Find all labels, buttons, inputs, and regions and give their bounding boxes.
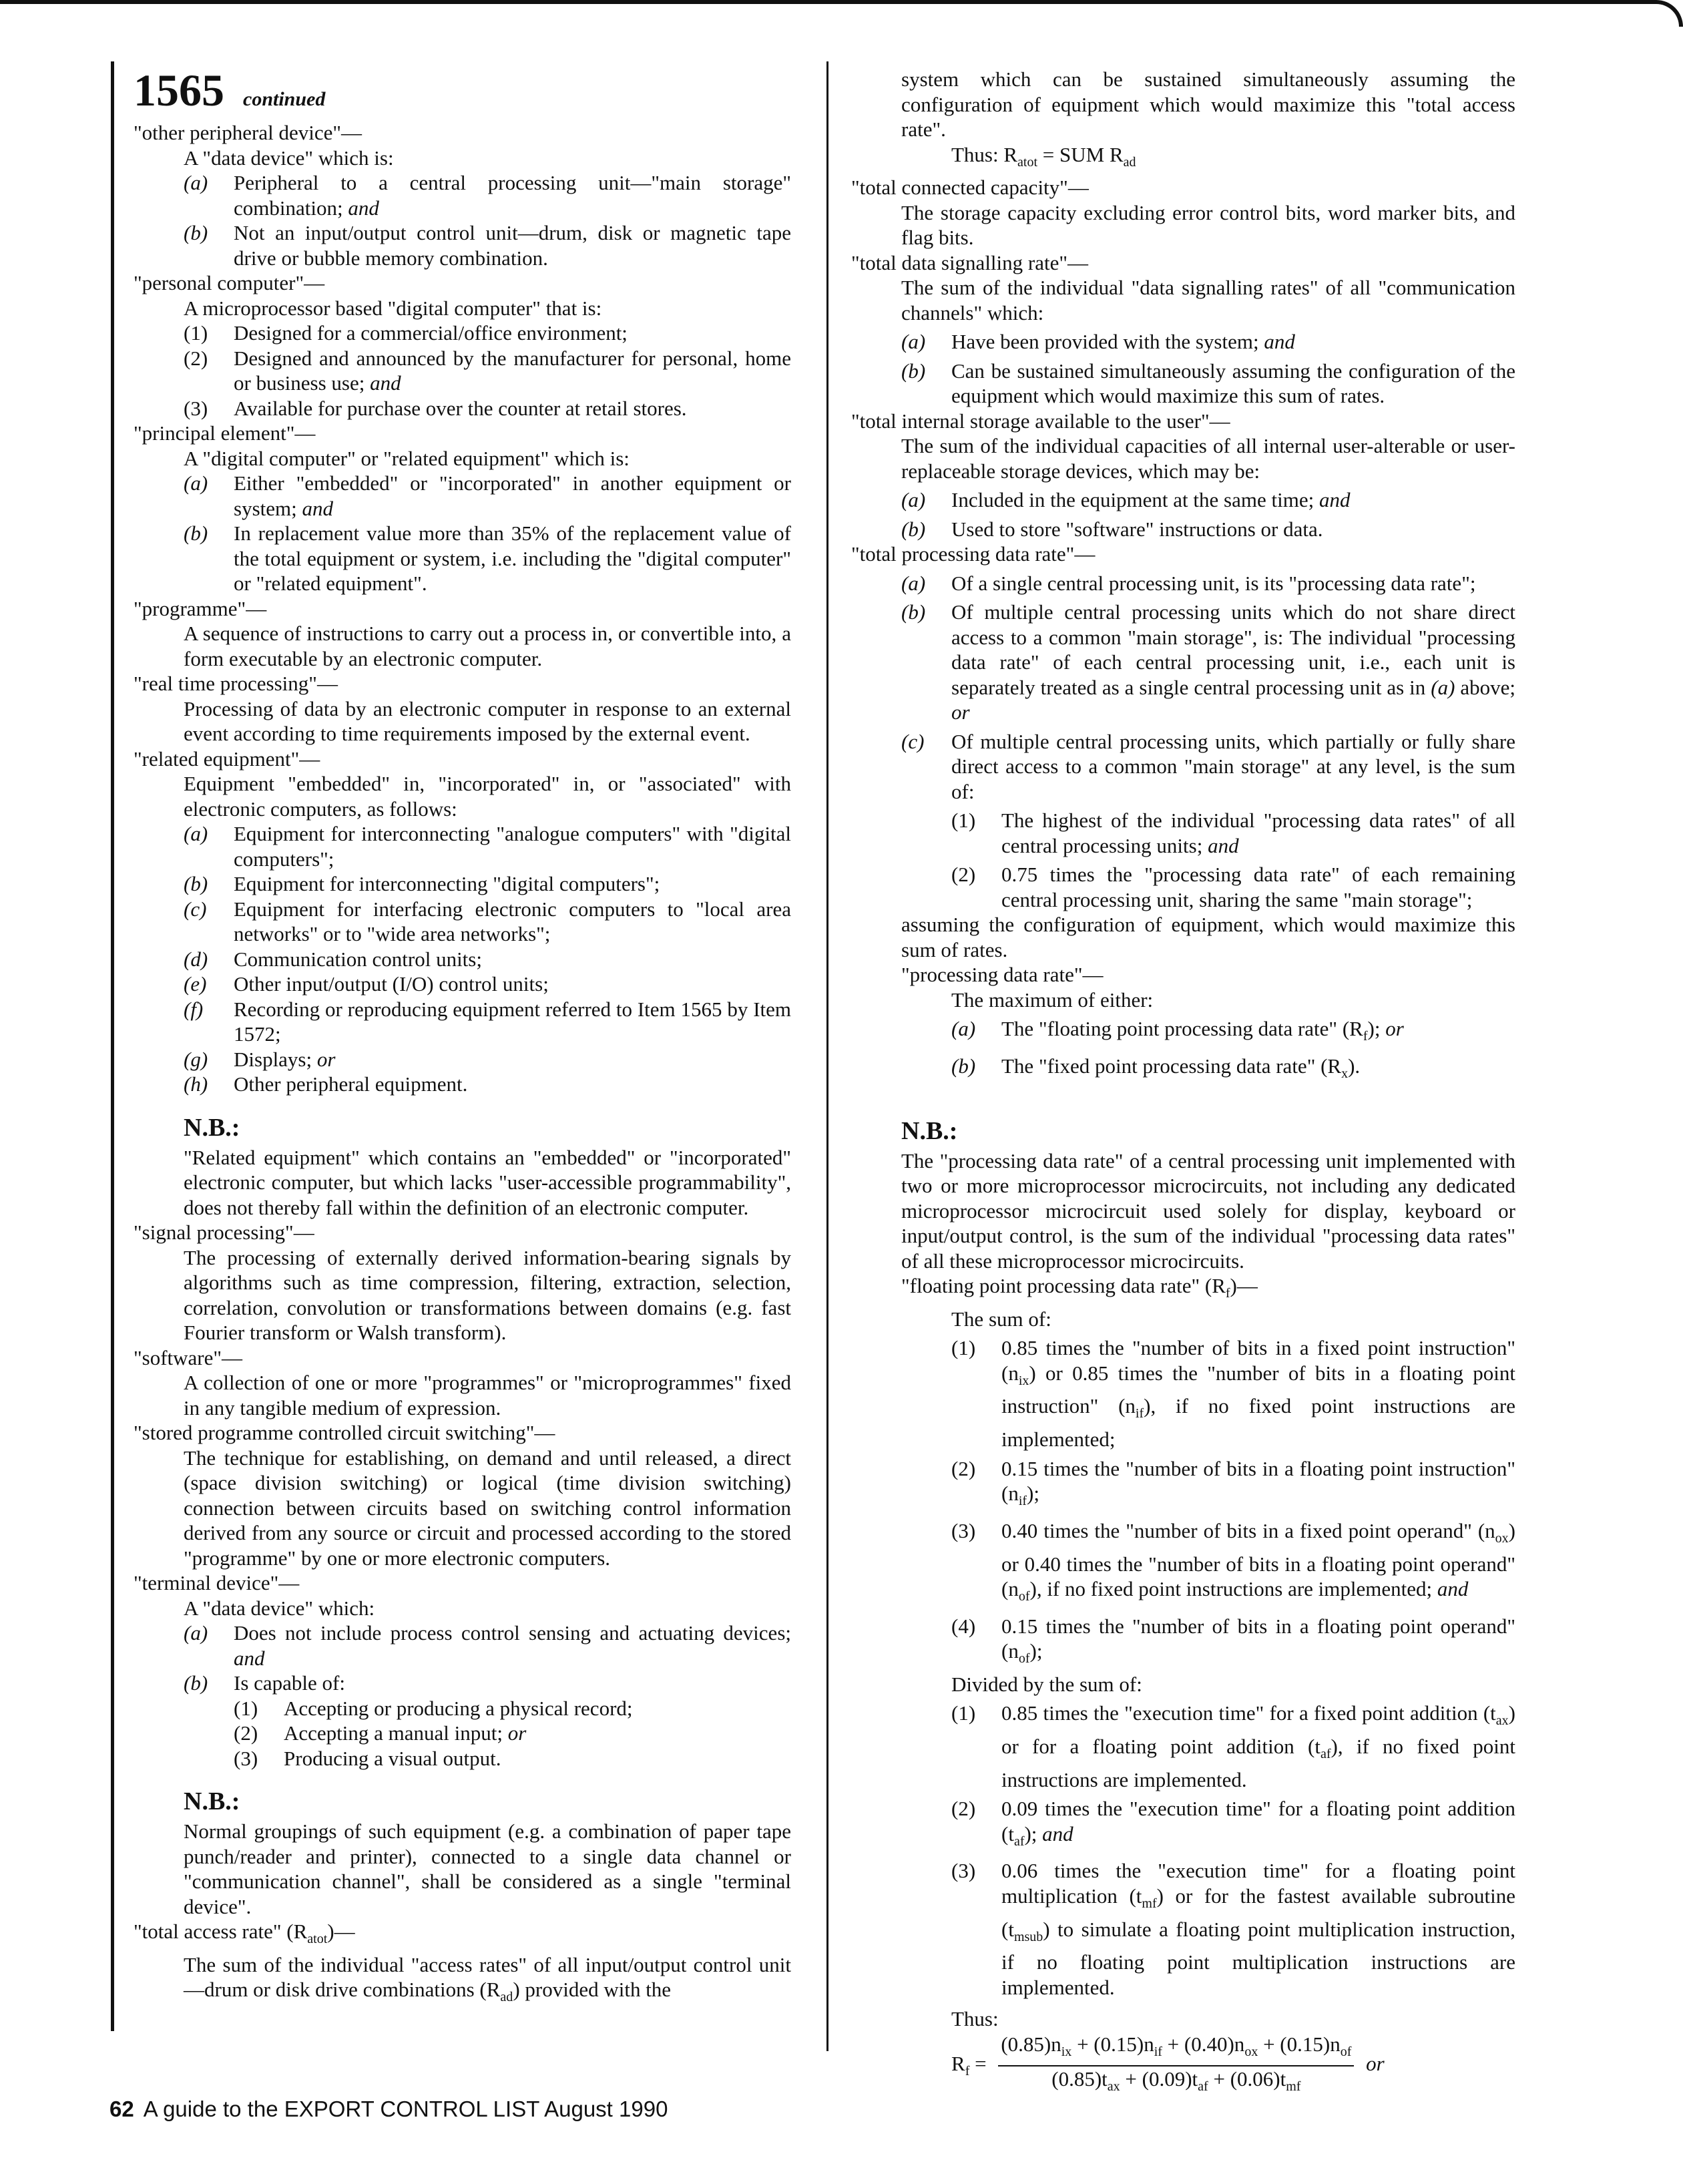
list-item: (1) 0.85 times the "number of bits in a fixed point instruction" $(n_{ix})$ or 0.85 times the "number of bits in a floating point instruction" $(n_{if})$, if no fixed point instructions are implemented; (951, 1336, 1516, 1452)
list-item: (b) Can be sustained simultaneously assuming the configuration of the equipment which would maximize this sum of rates. (901, 359, 1515, 408)
term-principal-element: "principal element"— (134, 421, 316, 445)
term-signal-processing: "signal processing"— (134, 1221, 314, 1244)
left-margin-bar (111, 61, 114, 2031)
definition-text: Processing of data by an electronic computer in response to an external event according to time requirements imposed by the external event. (184, 696, 791, 745)
term-total-data-signalling-rate: "total data signalling rate"— (851, 250, 1089, 274)
term-software: "software"— (134, 1345, 243, 1369)
list-item: (a) Have been provided with the system; and (901, 330, 1295, 354)
term-programme: "programme"— (134, 596, 267, 620)
sub-list-item: (2) Accepting a manual input; or (234, 1721, 527, 1745)
formula-denominator: $(0.85)t_{ax} + (0.09)t_{af} + (0.06)t_{mf}$ (1051, 2066, 1301, 2094)
page-number: 62 (109, 2097, 134, 2121)
definition-text: The technique for establishing, on demand and until released, a direct (space division switching) or logical (time division switching) connection between circuits based on switching control information derived from any source or circuit and processed according to the stored "programme" by one or more electronic computers. (184, 1446, 791, 1570)
rf-formula: $R_f$ = $\frac{(0.85)n_{ix} + (0.15)n_{if} + (0.40)n_{ox} + (0.15)n_{of}}{(0.85)t_{ax} + (0.09)t_{af} + (0.06)t_{mf}}$ or (951, 2032, 1515, 2099)
nb-text: "Related equipment" which contains an "embedded" or "incorporated" electronic computer, but which lacks "user-accessible programmability", does not thereby fall within the definition of an electronic computer. (184, 1145, 791, 1219)
definition-intro: The maximum of either: (951, 988, 1154, 1012)
list-item: (2) 0.15 times the "number of bits in a floating point instruction" $(n_{if})$; (951, 1456, 1515, 1509)
term-total-internal-storage: "total internal storage available to the user"— (851, 409, 1230, 433)
sub-list-item: (1) Accepting or producing a physical record; (234, 1696, 633, 1720)
definition-intro: A "digital computer" or "related equipment" which is: (184, 446, 630, 470)
list-item: (3) 0.40 times the "number of bits in a fixed point operand" $(n_{ox})$ or 0.40 times the "number of bits in a floating point operand" $(n_{of})$, if no fixed point instructions are implemented; and (951, 1518, 1515, 1604)
list-item: (a) Does not include process control sensing and actuating devices; and (184, 1621, 791, 1670)
list-item: (a) Either "embedded" or "incorporated" in another equipment or system; and (184, 471, 791, 520)
nb-heading: N.B.: (901, 1116, 958, 1145)
sum-of-label: The sum of: (951, 1307, 1051, 1331)
list-item: (b) Used to store "software" instructions or data. (901, 517, 1323, 541)
page-footer (109, 2097, 668, 2122)
list-item: (c) Of multiple central processing units, which partially or fully share direct access to a common "main storage" at any level, is the sum of: (901, 729, 1515, 803)
thus-label: Thus: (951, 2007, 999, 2031)
definition-text: assuming the configuration of equipment, which would maximize this sum of rates. (901, 913, 1515, 961)
list-item: (a) Of a single central processing unit, is its "processing data rate"; (901, 571, 1476, 595)
thus-formula: Thus: $R_{atot}$ = SUM $R_{ad}$ (951, 142, 1136, 170)
definition-continuation: system which can be sustained simultaneously assuming the configuration of equipment which would maximize this "total access rate". (901, 67, 1515, 141)
list-item: (4) 0.15 times the "number of bits in a floating point operand" $(n_{of})$; (951, 1614, 1515, 1667)
definition-intro: A microprocessor based "digital computer" that is: (184, 296, 602, 320)
left-column (134, 67, 791, 2010)
list-item: (b) Not an input/output control unit—drum, disk or magnetic tape drive or bubble memory combination. (184, 221, 791, 270)
list-item: (g) Displays; or (184, 1047, 336, 1071)
list-item: (e) Other input/output (I/O) control units; (184, 972, 549, 996)
definition-text: The processing of externally derived information-bearing signals by algorithms such as time compression, filtering, extraction, selection, correlation, convolution or transformations between domains (e.g. fast Fourier transform or Walsh transform). (184, 1245, 791, 1344)
divided-by-label: Divided by the sum of: (951, 1672, 1142, 1696)
term-processing-data-rate: "processing data rate"— (901, 963, 1104, 987)
list-item: (a) Equipment for interconnecting "analogue computers" with "digital computers"; (184, 822, 791, 871)
list-item: (d) Communication control units; (184, 947, 482, 971)
term-stored-programme: "stored programme controlled circuit switching"— (134, 1421, 555, 1444)
term-related-equipment: "related equipment"— (134, 746, 320, 771)
nb-heading: N.B.: (184, 1787, 240, 1815)
top-rule (0, 0, 1629, 4)
item-number: 1565 (134, 65, 224, 116)
definition-intro: Equipment "embedded" in, "incorporated" in, or "associated" with electronic computers, as follows: (184, 772, 791, 821)
sub-list-item: (3) Producing a visual output. (234, 1746, 501, 1770)
list-item: (a) The "floating point processing data rate" $(R_f)$; or (951, 1017, 1404, 1044)
definition-text: A sequence of instructions to carry out a process in, or convertible into, a form executable by an electronic computer. (184, 622, 791, 670)
definition-intro: A "data device" which: (184, 1596, 375, 1620)
definition-intro: A "data device" which is: (184, 146, 394, 170)
sub-list-item: (2) 0.75 times the "processing data rate" of each remaining central processing unit, sharing the same "main storage"; (951, 863, 1515, 911)
term-other-peripheral-device: "other peripheral device"— (134, 121, 363, 144)
definition-text: The storage capacity excluding error control bits, word marker bits, and flag bits. (901, 200, 1515, 250)
list-item: (f) Recording or reproducing equipment referred to Item 1565 by Item 1572; (184, 997, 791, 1046)
list-item: (1) Designed for a commercial/office environment; (184, 321, 628, 345)
footer-title: A guide to the EXPORT CONTROL LIST August 1990 (143, 2097, 668, 2121)
term-real-time-processing: "real time processing"— (134, 672, 338, 695)
definition-intro: The sum of the individual "data signalling rates" of all "communication channels" which: (901, 276, 1515, 324)
list-item: (h) Other peripheral equipment. (184, 1072, 468, 1096)
term-floating-point-processing-data-rate: "floating point processing data rate" $(R_f)—$ (901, 1274, 1258, 1301)
top-rule-corner (1623, 0, 1683, 27)
list-item: (1) 0.85 times the "execution time" for a fixed point addition $(t_{ax})$ or for a floating point addition $(t_{af})$, if no fixed point instructions are implemented. (951, 1701, 1515, 1791)
nb-text: The "processing data rate" of a central processing unit implemented with two or more microprocessor microcircuits, not including any dedicated microprocessor microcircuit used solely for display, keyboard or input/output control, is the sum of the individual "processing data rates" of all these microprocessor microcircuits. (901, 1148, 1515, 1273)
list-item: (b) Is capable of: (184, 1671, 345, 1695)
list-item: (b) In replacement value more than 35% of the replacement value of the total equipment or system, i.e. including the "digital computer" or "related equipment". (184, 521, 791, 595)
list-item: (2) 0.09 times the "execution time" for a floating point addition $(t_{af})$; and (951, 1797, 1515, 1849)
definition-text: A collection of one or more "programmes" or "microprogrammes" fixed in any tangible medium of expression. (184, 1371, 791, 1419)
nb-text: Normal groupings of such equipment (e.g. a combination of paper tape punch/reader and printer), connected to a single data channel or "communication channel", shall be considered as a single "terminal device". (184, 1819, 791, 1918)
list-item: (b) Of multiple central processing units which do not share direct access to a common "main storage", is: The individual "processing data rate" of each central processing unit, i.e., each unit is separately treated as a single central processing unit as in (a) above; or (901, 600, 1515, 724)
list-item: (b) Equipment for interconnecting "digital computers"; (184, 872, 660, 895)
list-item: (c) Equipment for interfacing electronic computers to "local area networks" or to "wide area networks"; (184, 897, 791, 945)
term-total-processing-data-rate: "total processing data rate"— (851, 542, 1096, 566)
item-heading (134, 67, 791, 114)
list-item: (a) Included in the equipment at the same time; and (901, 488, 1351, 512)
formula-fraction (998, 2032, 1354, 2099)
right-column (851, 67, 1515, 2099)
term-total-connected-capacity: "total connected capacity"— (851, 176, 1089, 200)
sub-list-item: (1) The highest of the individual "processing data rates" of all central processing units; and (951, 809, 1515, 857)
list-item: (b) The "fixed point processing data rate" $(R_x)$. (951, 1054, 1361, 1082)
nb-heading: N.B.: (184, 1113, 240, 1142)
list-item: (3) Available for purchase over the counter at retail stores. (184, 396, 687, 420)
list-item: (3) 0.06 times the "execution time" for a floating point multiplication $(t_{mf})$ or for the fastest available subroutine $(t_{msub})$ to simulate a floating point multiplication instruction, if no floating point multiplication instructions are implemented. (951, 1859, 1516, 1999)
continued-label: continued (243, 88, 326, 110)
list-item: (2) Designed and announced by the manufacturer for personal, home or business use; and (184, 346, 791, 395)
formula-or: or (1366, 2051, 1385, 2075)
term-terminal-device: "terminal device"— (134, 1571, 300, 1594)
definition-intro: The sum of the individual capacities of all internal user-alterable or user-replaceable storage devices, which may be: (901, 434, 1515, 483)
formula-numerator: $(0.85)n_{ix} + (0.15)n_{if} + (0.40)n_{ox} + (0.15)n_{of}$ (998, 2032, 1354, 2066)
definition-text: The sum of the individual "access rates" of all input/output control unit—drum or disk drive combinations $(R_{ad})$ provided with the (184, 1952, 791, 2005)
list-item: (a) Peripheral to a central processing unit—"main storage" combination; and (184, 171, 791, 220)
term-personal-computer: "personal computer"— (134, 271, 325, 294)
column-divider (826, 61, 828, 2051)
term-total-access-rate: "total access rate" $(R_{atot})—$ (134, 1920, 355, 1947)
